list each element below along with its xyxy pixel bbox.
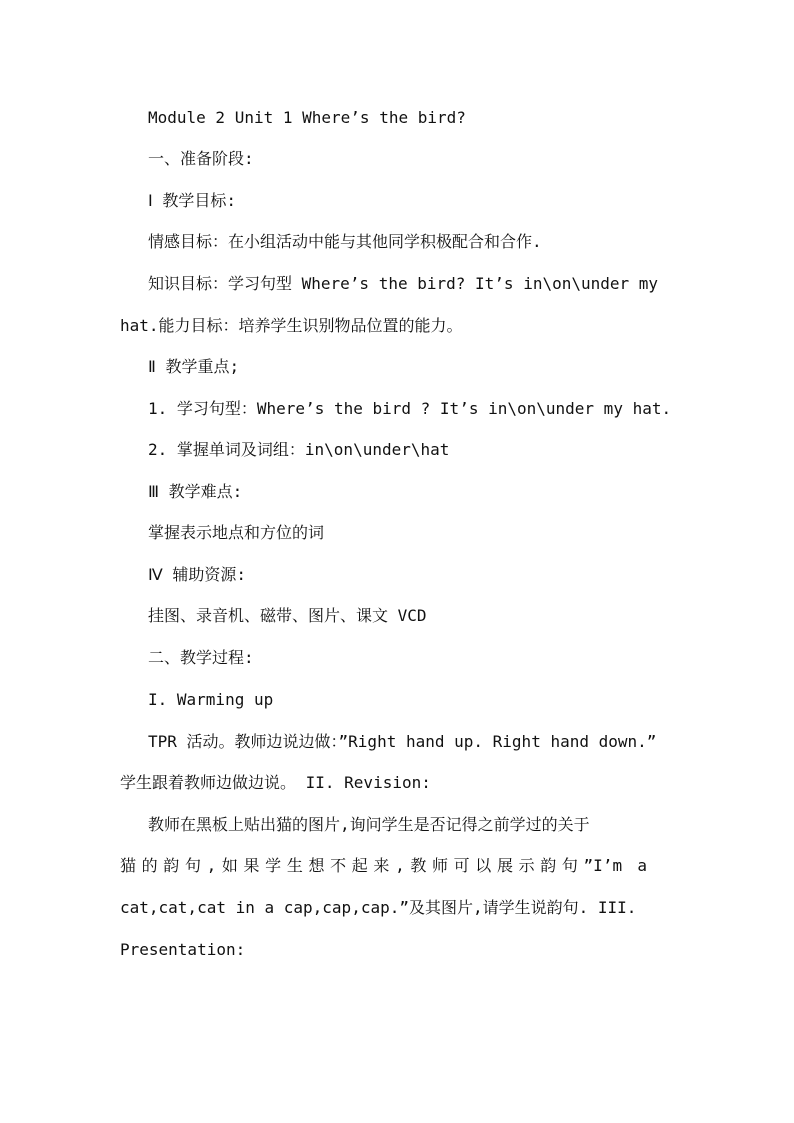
tpr-activity: TPR 活动。教师边说边做：”Right hand up. Right hand down.” [148, 732, 657, 751]
difficulty-text: 掌握表示地点和方位的词 [148, 523, 325, 542]
emotion-goal: 情感目标：在小组活动中能与其他同学积极配合和合作. [148, 232, 542, 251]
resources-heading: Ⅳ 辅助资源: [148, 565, 247, 584]
key-points-heading: Ⅱ 教学重点; [148, 357, 240, 376]
revision-text-3: cat,cat,cat in a cap,cap,cap.”及其图片,请学生说韵句. III. [120, 898, 637, 917]
key-point-1: 1. 学习句型：Where’s the bird ? It’s in\on\under my hat. [148, 399, 672, 418]
teaching-objectives-heading: Ⅰ 教学目标: [148, 191, 236, 210]
tpr-activity-continued: 学生跟着教师边做边说。 II. Revision: [120, 773, 431, 792]
knowledge-goal: 知识目标：学习句型 Where’s the bird? It’s in\on\under my [148, 274, 659, 293]
revision-text: 教师在黑板上贴出猫的图片,询问学生是否记得之前学过的关于 [148, 815, 590, 834]
ability-goal: hat.能力目标：培养学生识别物品位置的能力。 [120, 316, 463, 335]
step-warming-up: I. Warming up [148, 690, 274, 709]
revision-text-2: 猫的韵句,如果学生想不起来,教师可以展示韵句”I’m a [120, 856, 647, 875]
presentation-heading: Presentation: [120, 940, 246, 959]
resources-text: 挂图、录音机、磁带、图片、课文 VCD [148, 606, 427, 625]
doc-title: Module 2 Unit 1 Where’s the bird? [148, 108, 466, 127]
key-point-2: 2. 掌握单词及词组：in\on\under\hat [148, 440, 450, 459]
difficulties-heading: Ⅲ 教学难点: [148, 482, 243, 501]
section-heading-preparation: 一、准备阶段: [148, 149, 254, 168]
section-heading-process: 二、教学过程: [148, 648, 254, 667]
